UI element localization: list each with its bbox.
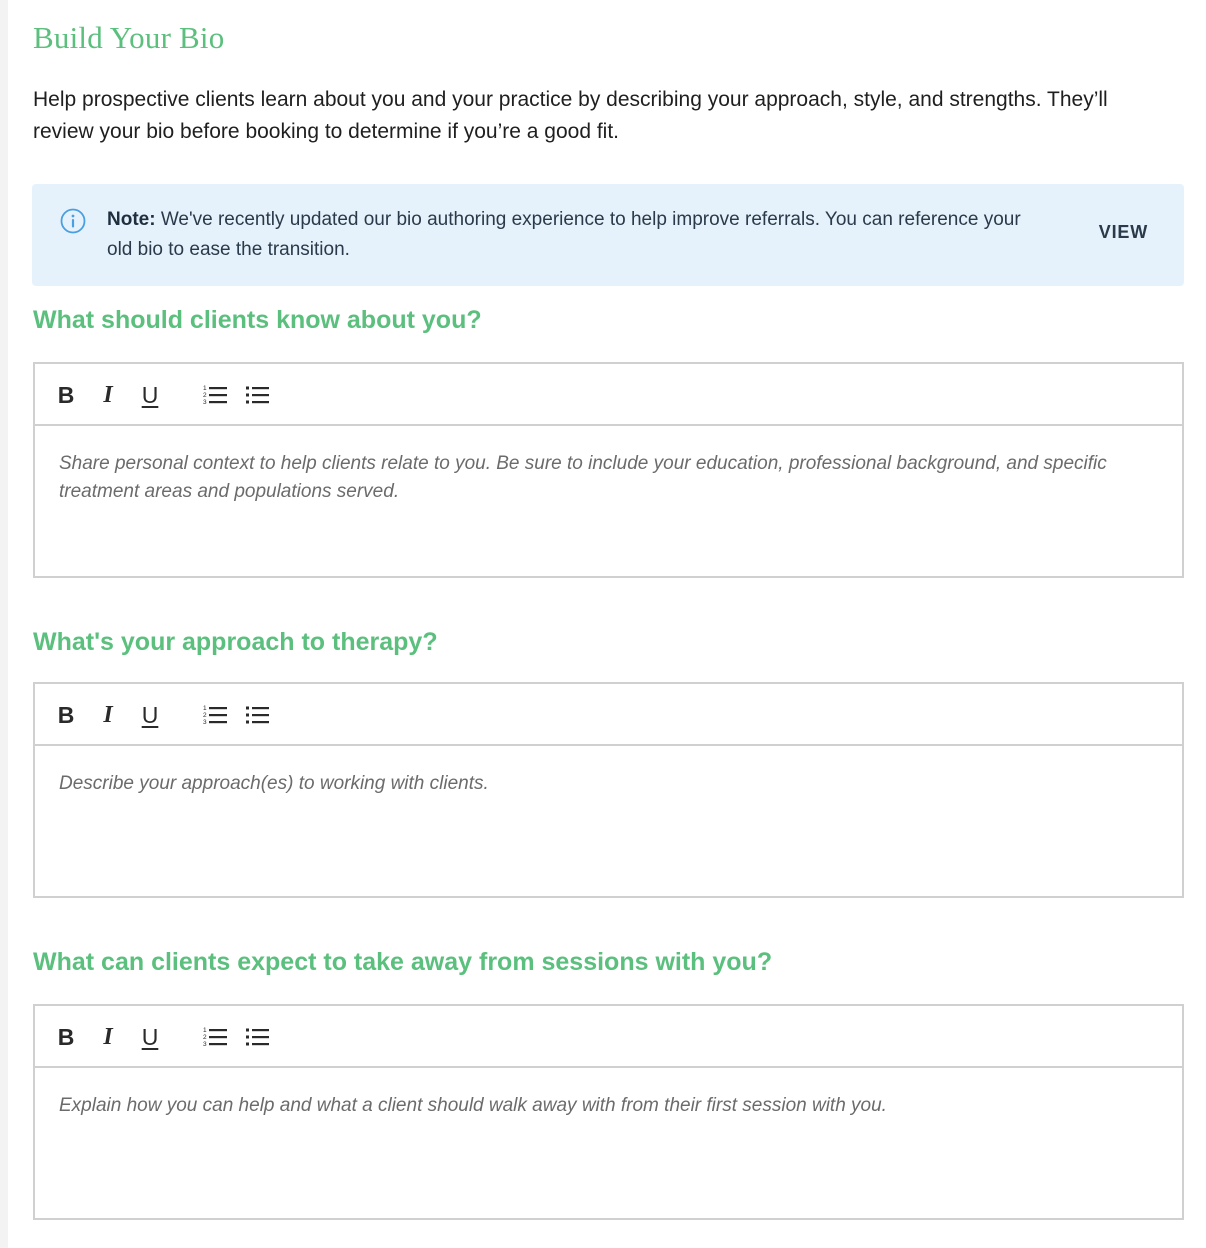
info-icon	[60, 208, 86, 234]
italic-button[interactable]: I	[93, 380, 123, 410]
section-heading-approach: What's your approach to therapy?	[33, 628, 438, 656]
ordered-list-icon	[203, 704, 229, 726]
svg-text:3: 3	[203, 399, 207, 406]
svg-text:1: 1	[203, 705, 207, 712]
bold-button[interactable]: B	[51, 1022, 81, 1052]
note-label: Note:	[107, 209, 156, 230]
underline-button[interactable]: U	[135, 380, 165, 410]
svg-text:2: 2	[203, 392, 207, 399]
editor-text-area[interactable]: Share personal context to help clients relate to you. Be sure to include your education, professional background, and specific treatment areas and populations served.	[59, 453, 1107, 502]
page-title: Build Your Bio	[33, 20, 225, 55]
bold-button[interactable]: B	[51, 380, 81, 410]
editor-text-area[interactable]: Explain how you can help and what a client should walk away with from their first session with you.	[59, 1095, 887, 1116]
svg-text:3: 3	[203, 719, 207, 726]
bullet-list-icon	[245, 384, 271, 406]
bullet-list-button[interactable]	[243, 380, 273, 410]
svg-text:1: 1	[203, 385, 207, 392]
underline-button[interactable]: U	[135, 700, 165, 730]
note-message: We've recently updated our bio authoring experience to help improve referrals. You can reference your old bio to ease the transition.	[107, 209, 1021, 260]
editor-toolbar	[35, 364, 1182, 426]
bullet-list-button[interactable]	[243, 700, 273, 730]
note-text	[107, 205, 1037, 265]
section-heading-takeaway: What can clients expect to take away from sessions with you?	[33, 948, 773, 976]
section-heading-about: What should clients know about you?	[33, 306, 482, 334]
underline-button[interactable]: U	[135, 1022, 165, 1052]
ordered-list-button[interactable]	[201, 380, 231, 410]
editor-toolbar	[35, 684, 1182, 746]
bullet-list-icon	[245, 704, 271, 726]
italic-button[interactable]: I	[93, 1022, 123, 1052]
editor-approach	[33, 682, 1184, 898]
bullet-list-button[interactable]	[243, 1022, 273, 1052]
bold-button[interactable]: B	[51, 700, 81, 730]
ordered-list-icon	[203, 1026, 229, 1048]
bio-page	[8, 0, 1206, 1248]
svg-text:3: 3	[203, 1041, 207, 1048]
editor-takeaway	[33, 1004, 1184, 1220]
intro-text: Help prospective clients learn about you and your practice by describing your approach, style, and strengths. They’ll review your bio before booking to determine if you’re a good fit.	[33, 88, 1108, 143]
ordered-list-button[interactable]	[201, 700, 231, 730]
bullet-list-icon	[245, 1026, 271, 1048]
view-old-bio-button[interactable]: VIEW	[1098, 222, 1148, 242]
svg-text:1: 1	[203, 1027, 207, 1034]
editor-text-area[interactable]: Describe your approach(es) to working with clients.	[59, 773, 489, 794]
italic-button[interactable]: I	[93, 700, 123, 730]
svg-text:2: 2	[203, 1034, 207, 1041]
editor-toolbar	[35, 1006, 1182, 1068]
note-banner	[32, 184, 1184, 286]
editor-about	[33, 362, 1184, 578]
ordered-list-icon	[203, 384, 229, 406]
ordered-list-button[interactable]	[201, 1022, 231, 1052]
svg-text:2: 2	[203, 712, 207, 719]
